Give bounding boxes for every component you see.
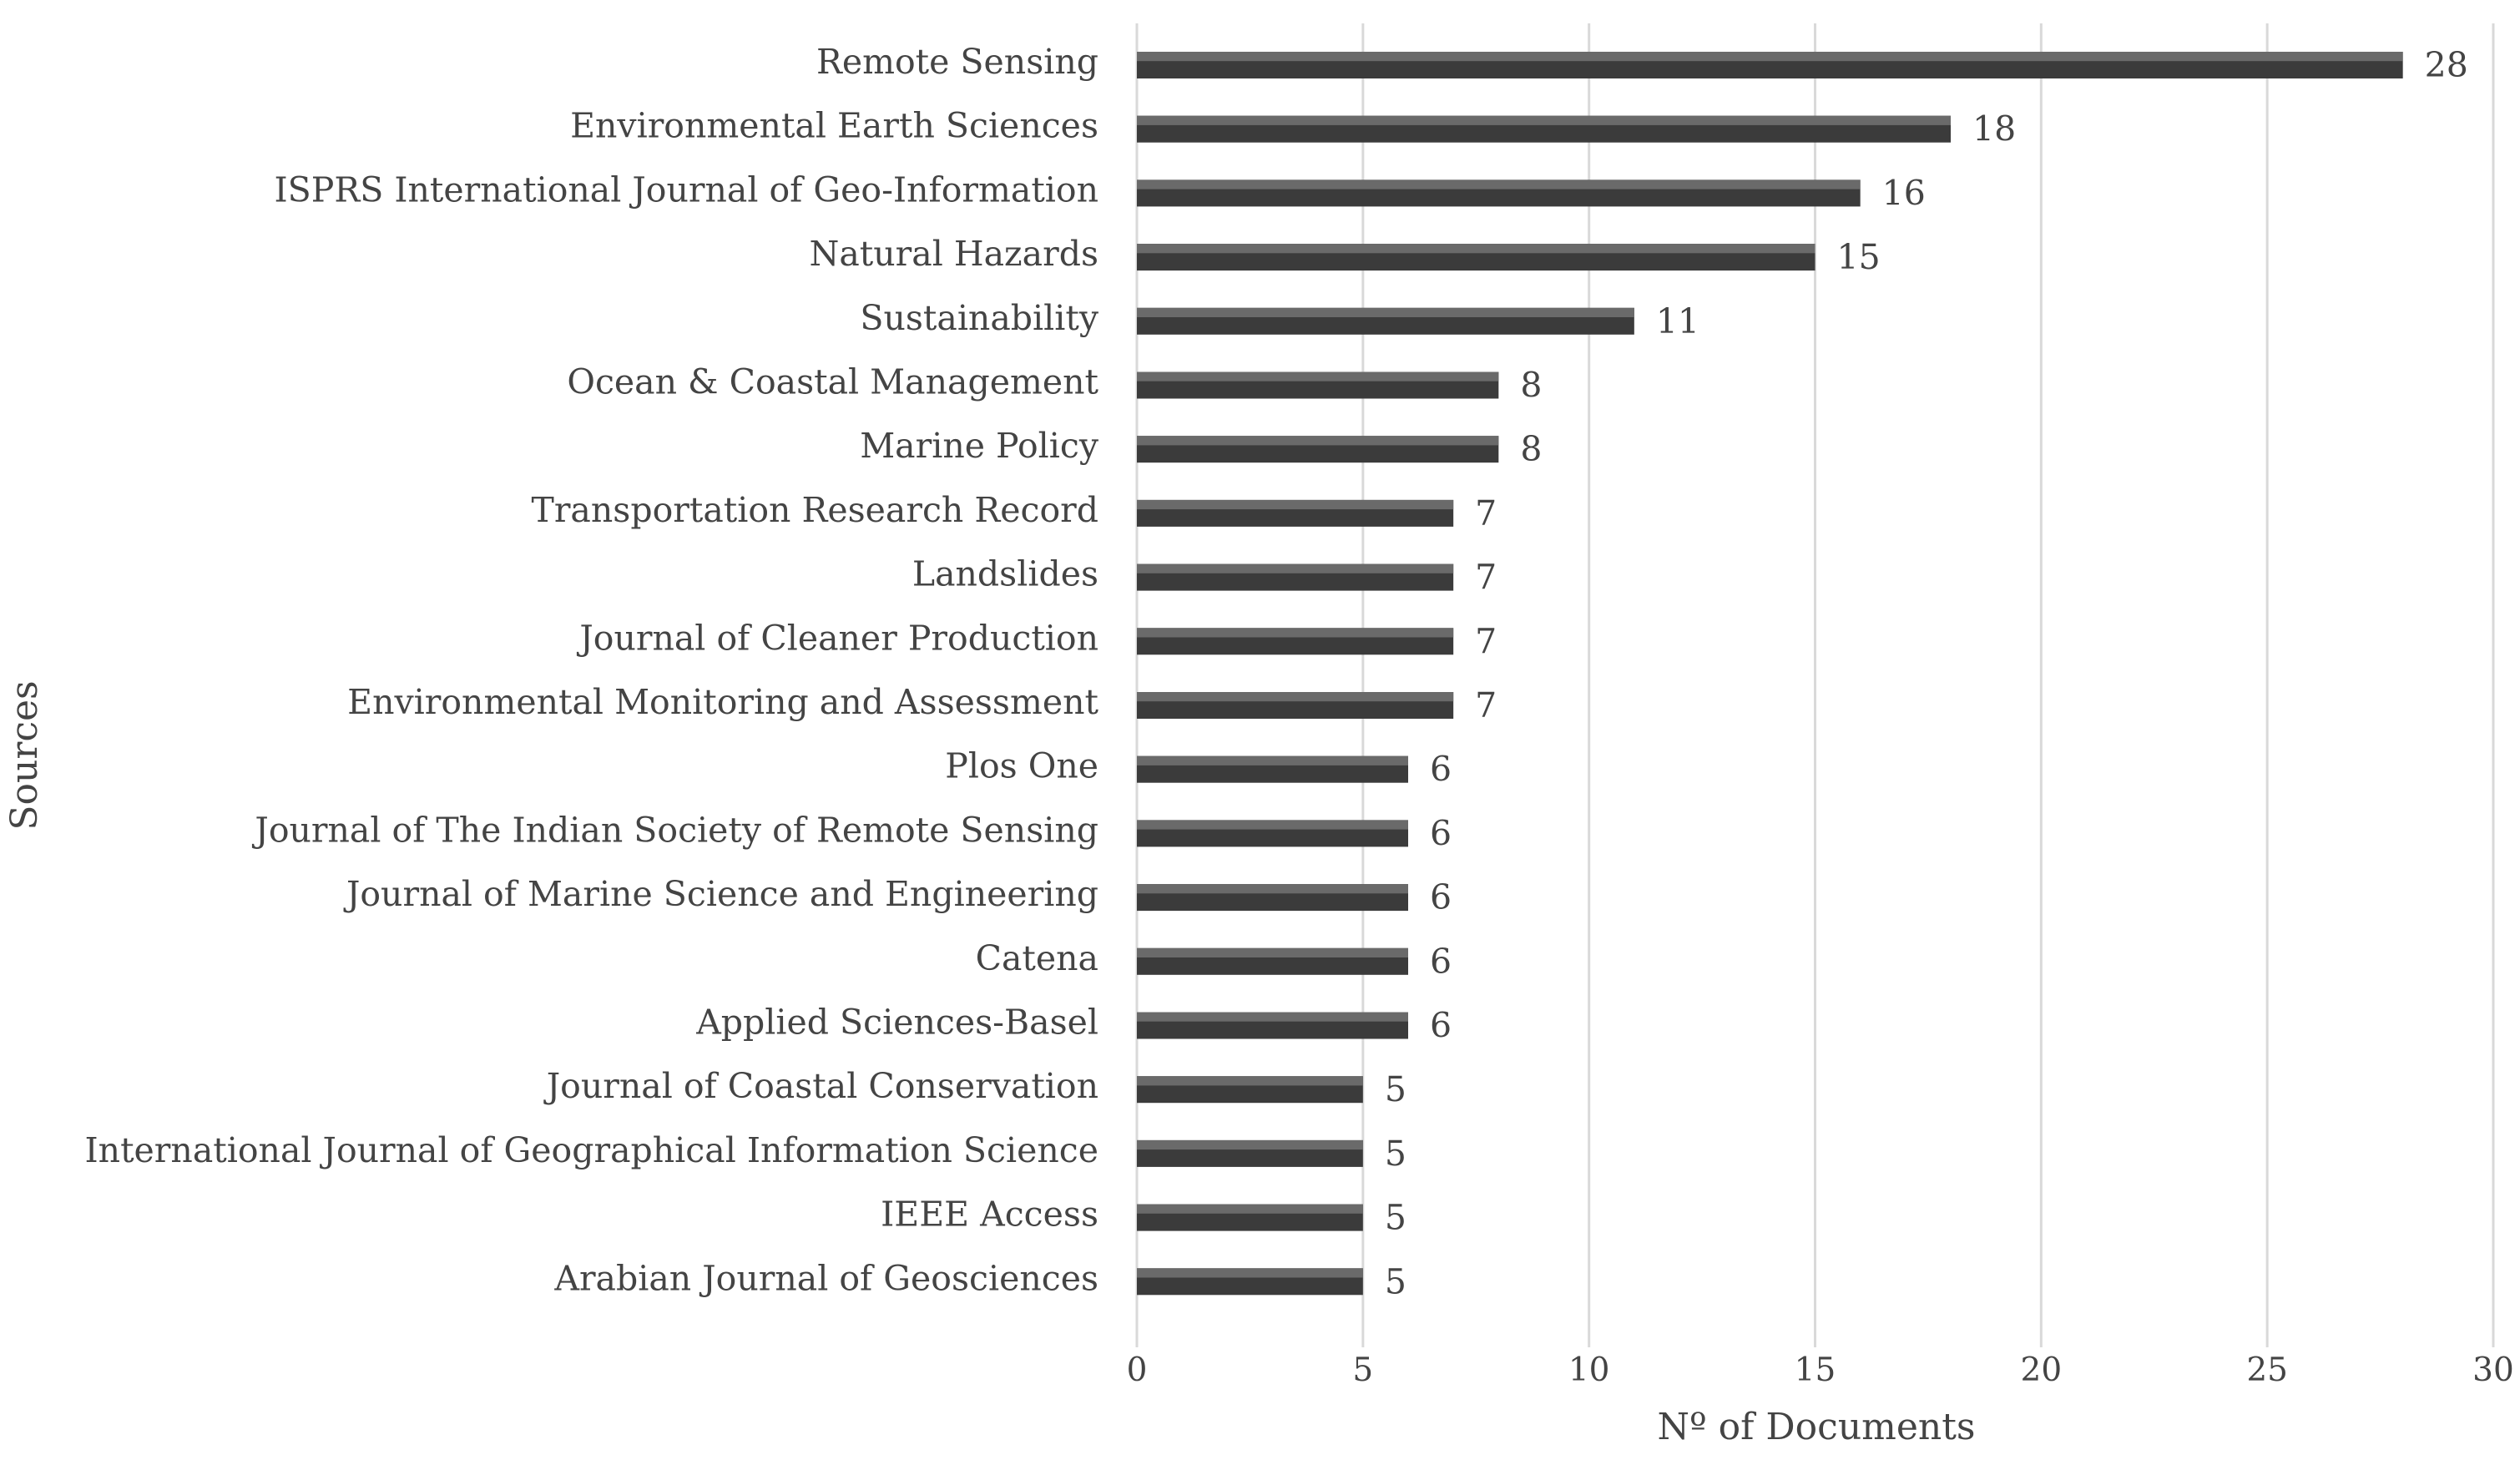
bar-group — [1137, 372, 1498, 399]
category-label: Plos One — [945, 745, 1098, 786]
bar-group — [1137, 692, 1453, 719]
bar-highlight — [1137, 820, 1408, 829]
category-label: Arabian Journal of Geosciences — [554, 1258, 1098, 1299]
data-label: 5 — [1384, 1069, 1406, 1110]
data-label: 16 — [1881, 173, 1926, 214]
data-label: 7 — [1475, 685, 1497, 725]
data-label: 8 — [1520, 429, 1543, 470]
bar-group — [1137, 948, 1408, 975]
category-label: Ocean & Coastal Management — [567, 361, 1098, 402]
bar-highlight — [1137, 1205, 1363, 1214]
bar-group — [1137, 1013, 1408, 1039]
data-label: 15 — [1836, 237, 1881, 278]
bar-group — [1137, 52, 2403, 78]
bar-group — [1137, 1205, 1363, 1231]
category-label: Remote Sensing — [816, 42, 1098, 82]
bar-group — [1137, 1076, 1363, 1103]
bar-highlight — [1137, 179, 1861, 189]
bar-highlight — [1137, 1013, 1408, 1022]
bar-group — [1137, 756, 1408, 783]
bar-highlight — [1137, 244, 1816, 253]
bar-highlight — [1137, 692, 1453, 701]
bar-group — [1137, 308, 1634, 335]
bar-group — [1137, 436, 1498, 462]
category-label: Landslides — [912, 553, 1098, 594]
category-label: IEEE Access — [881, 1194, 1098, 1235]
category-label: Journal of Marine Science and Engineering — [346, 874, 1098, 915]
bar-highlight — [1137, 116, 1951, 125]
category-label: Environmental Monitoring and Assessment — [347, 682, 1098, 722]
y-axis-title: Sources — [3, 680, 46, 831]
x-tick-label: 0 — [1126, 1351, 1148, 1389]
tick-layer — [1127, 1351, 2514, 1389]
data-label: 18 — [1972, 109, 2017, 149]
bar-highlight — [1137, 500, 1453, 509]
x-tick-label: 30 — [2472, 1351, 2514, 1389]
bar-highlight — [1137, 564, 1453, 573]
bar-highlight — [1137, 948, 1408, 957]
category-label: Applied Sciences-Basel — [696, 1002, 1098, 1043]
data-label: 6 — [1430, 813, 1452, 854]
category-label: Natural Hazards — [809, 234, 1098, 275]
category-label: ISPRS International Journal of Geo-Information — [274, 169, 1098, 210]
category-label: Journal of The Indian Society of Remote Sensing — [255, 810, 1098, 851]
data-label: 8 — [1520, 365, 1543, 406]
x-tick-label: 25 — [2246, 1351, 2288, 1389]
bar-group — [1137, 628, 1453, 654]
category-label: Marine Policy — [860, 426, 1098, 467]
x-tick-label: 5 — [1352, 1351, 1374, 1389]
bar-group — [1137, 1140, 1363, 1167]
data-label: 28 — [2424, 45, 2468, 85]
category-label: Journal of Coastal Conservation — [546, 1066, 1098, 1107]
category-label: Journal of Cleaner Production — [579, 618, 1098, 659]
data-label: 6 — [1430, 941, 1452, 982]
bar-highlight — [1137, 756, 1408, 765]
bar-highlight — [1137, 308, 1634, 317]
category-label: Environmental Earth Sciences — [570, 105, 1098, 146]
bar-group — [1137, 244, 1816, 270]
bar-highlight — [1137, 884, 1408, 893]
data-label: 5 — [1384, 1197, 1406, 1238]
category-label: Sustainability — [860, 297, 1098, 338]
x-tick-label: 20 — [2020, 1351, 2063, 1389]
bar-group — [1137, 1268, 1363, 1295]
data-label: 7 — [1475, 621, 1497, 662]
bar-highlight — [1137, 372, 1498, 381]
data-label: 6 — [1430, 1005, 1452, 1046]
data-label: 5 — [1384, 1261, 1406, 1302]
bar-highlight — [1137, 1268, 1363, 1277]
x-tick-label: 15 — [1794, 1351, 1836, 1389]
data-label: 11 — [1655, 301, 1700, 341]
data-label: 7 — [1475, 493, 1497, 533]
bar-group — [1137, 500, 1453, 527]
bar-layer — [1137, 52, 2403, 1295]
bar-group — [1137, 884, 1408, 911]
bar-highlight — [1137, 1076, 1363, 1085]
category-label: Transportation Research Record — [531, 489, 1098, 530]
label-layer — [84, 42, 2467, 1301]
data-label: 6 — [1430, 877, 1452, 918]
category-label: Catena — [975, 937, 1098, 978]
bar-group — [1137, 820, 1408, 846]
bar-group — [1137, 179, 1861, 206]
bar-highlight — [1137, 628, 1453, 637]
bar-highlight — [1137, 52, 2403, 61]
x-axis-title: Nº of Documents — [1657, 1406, 1976, 1448]
category-label: International Journal of Geographical Information Science — [84, 1129, 1098, 1170]
x-tick-label: 10 — [1568, 1351, 1610, 1389]
bar-group — [1137, 116, 1951, 143]
bar-highlight — [1137, 1140, 1363, 1149]
bar-group — [1137, 564, 1453, 591]
data-label: 7 — [1475, 557, 1497, 598]
data-label: 5 — [1384, 1133, 1406, 1174]
data-label: 6 — [1430, 749, 1452, 790]
bar-highlight — [1137, 436, 1498, 445]
